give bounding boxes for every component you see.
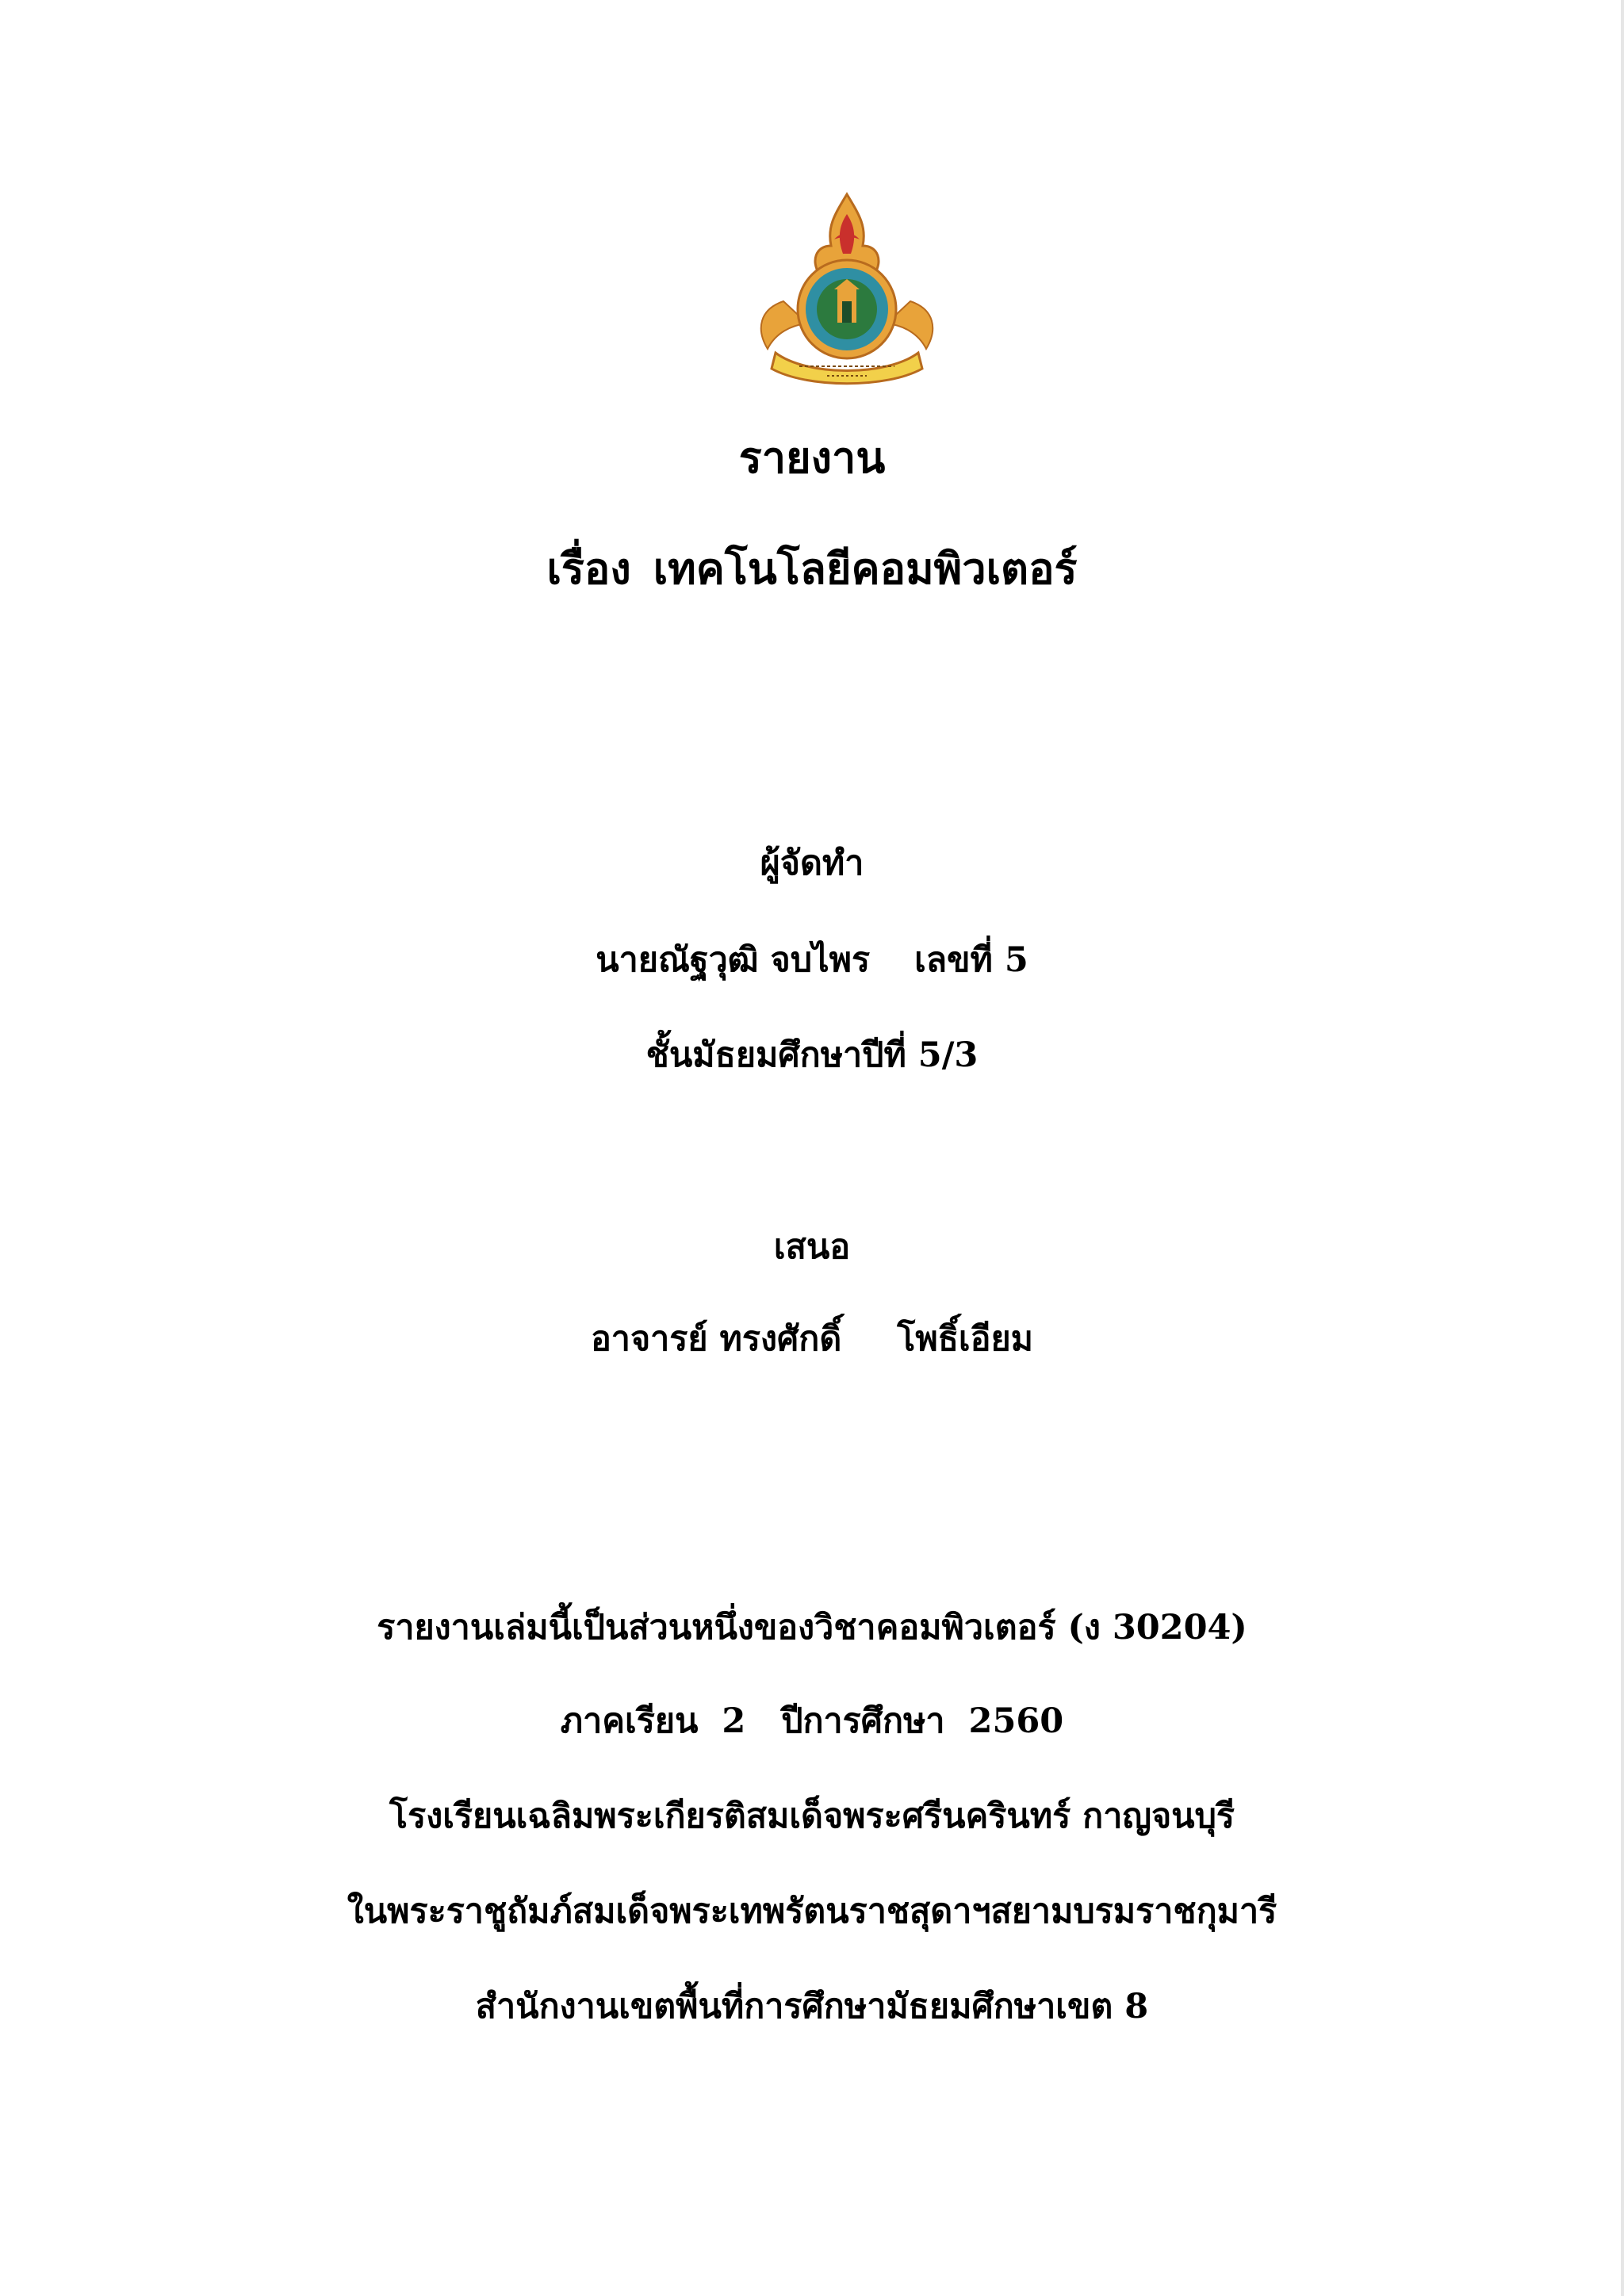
report-subject <box>0 543 1624 594</box>
author-number: เลขที่ 5 <box>914 940 1028 980</box>
page-edge <box>1621 0 1624 2296</box>
author-name: นายณัฐวุฒิ จบไพร <box>596 940 871 980</box>
teacher-line <box>0 1319 1624 1359</box>
school-emblem-icon <box>752 190 942 388</box>
term-line: ภาคเรียน 2 ปีการศึกษา 2560 <box>560 1701 1064 1741</box>
report-title: รายงาน <box>738 432 886 483</box>
course-line: รายงานเล่มนี้เป็นส่วนหนึ่งของวิชาคอมพิวเตอร์ (ง 30204) <box>377 1608 1247 1647</box>
author-label: ผู้จัดทำ <box>760 844 864 883</box>
office-line: สำนักงานเขตพื้นที่การศึกษามัธยมศึกษาเขต 8 <box>475 1987 1149 2026</box>
teacher-first-name: อาจารย์ ทรงศักดิ์ <box>590 1319 842 1359</box>
subject-prefix: เรื่อง <box>546 543 631 594</box>
subject-topic: เทคโนโลยีคอมพิวเตอร์ <box>653 543 1078 594</box>
school-line: โรงเรียนเฉลิมพระเกียรติสมเด็จพระศรีนครินทร์ กาญจนบุรี <box>389 1797 1235 1836</box>
author-line <box>0 940 1624 980</box>
author-class: ชั้นมัธยมศึกษาปีที่ 5/3 <box>645 1035 979 1075</box>
patronage-line: ในพระราชูถัมภ์สมเด็จพระเทพรัตนราชสุดาฯสยามบรมราชกุมารี <box>347 1892 1277 1931</box>
teacher-label: เสนอ <box>773 1227 851 1267</box>
teacher-last-name: โพธิ์เอียม <box>897 1319 1033 1359</box>
